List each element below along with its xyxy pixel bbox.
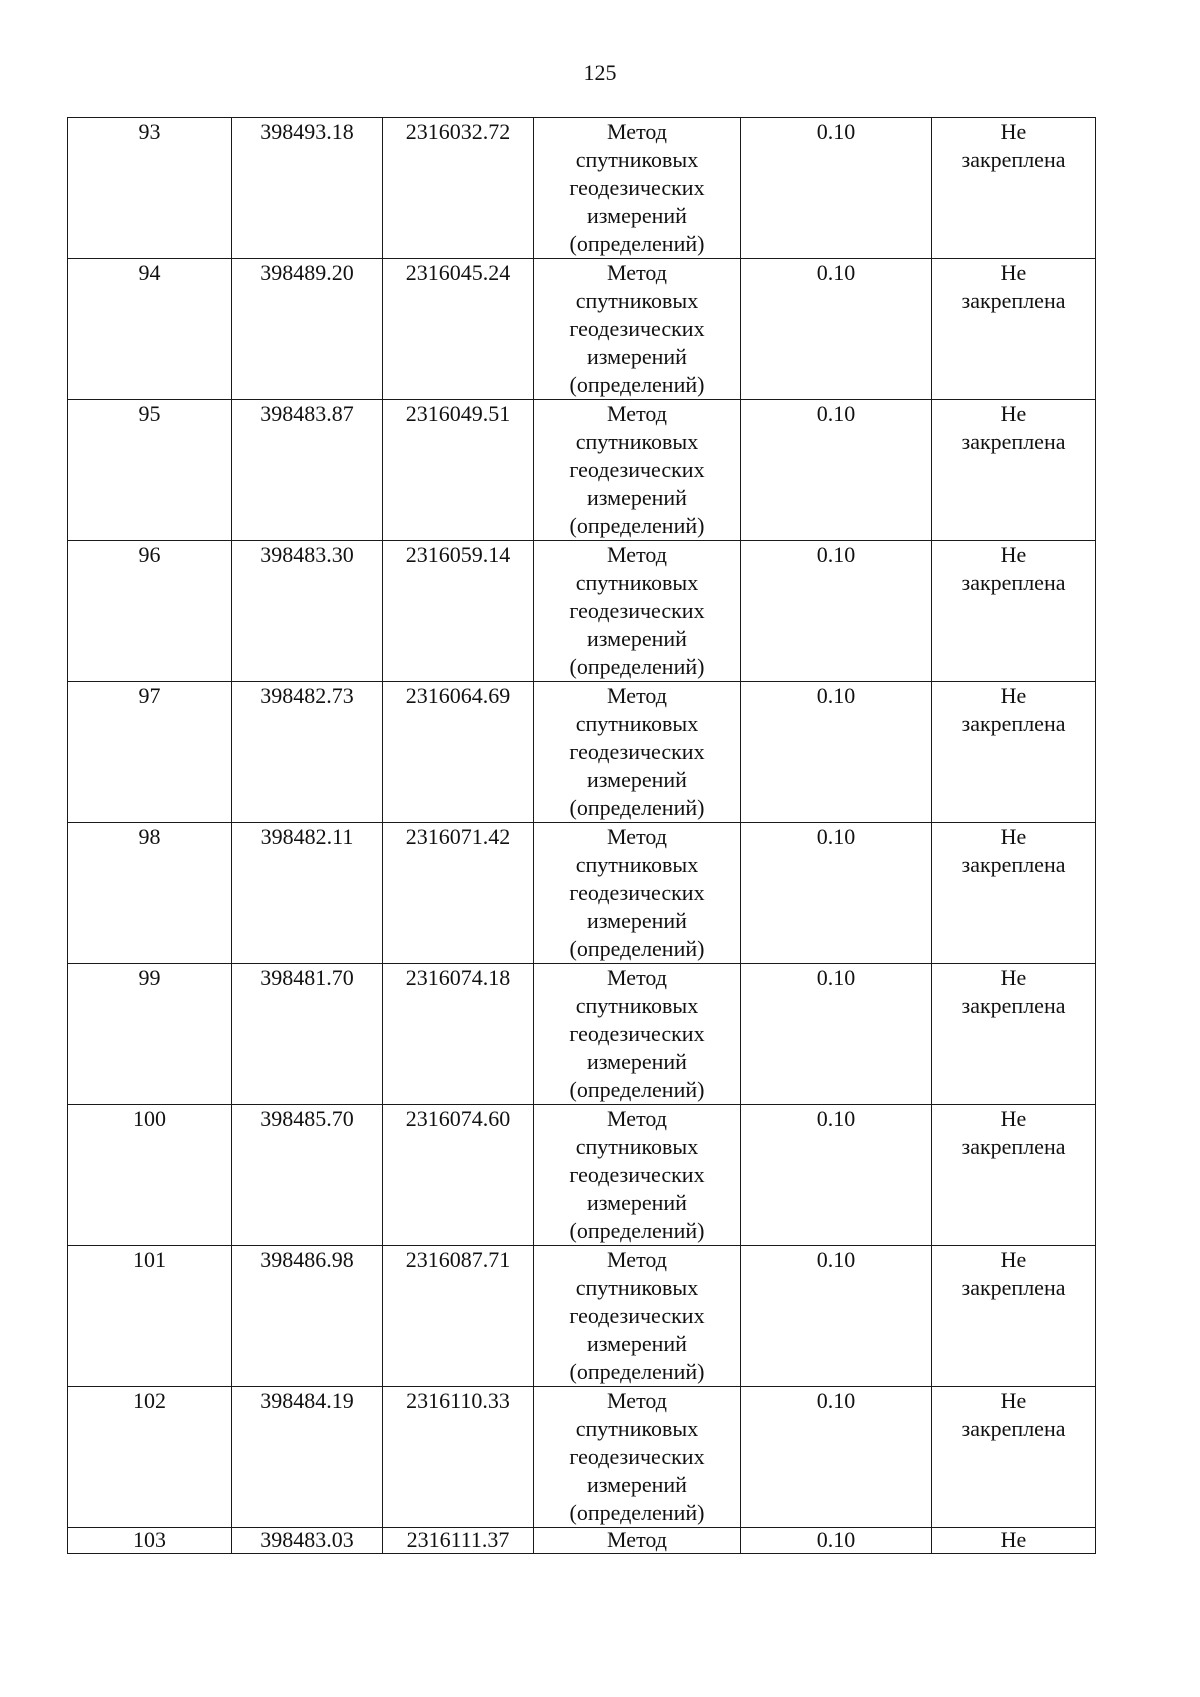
- fixation-line: Не: [1000, 119, 1027, 144]
- method-line: Метод: [607, 1527, 667, 1552]
- method-line: (определений): [569, 1077, 705, 1102]
- method-cell: [534, 682, 741, 823]
- method-cell: [534, 400, 741, 541]
- accuracy-cell: [741, 1246, 932, 1387]
- method-line: геодезических: [569, 598, 705, 623]
- table-row: [68, 259, 1096, 400]
- point-number-cell: [68, 1246, 232, 1387]
- x-coordinate-cell: [232, 1528, 383, 1554]
- x-coordinate-cell: [232, 118, 383, 259]
- method-line: измерений: [587, 767, 687, 792]
- point-number-cell: [68, 1528, 232, 1554]
- method-line: спутниковых: [575, 288, 699, 313]
- method-cell: [534, 1387, 741, 1528]
- accuracy-cell: [741, 118, 932, 259]
- method-cell: [534, 1246, 741, 1387]
- x-coordinate-cell: [232, 682, 383, 823]
- accuracy-value: 0.10: [816, 1247, 856, 1272]
- accuracy-value: 0.10: [816, 1527, 856, 1552]
- accuracy-value: 0.10: [816, 1388, 856, 1413]
- method-line: геодезических: [569, 880, 705, 905]
- method-line: измерений: [587, 203, 687, 228]
- x-coordinate: 398493.18: [260, 119, 354, 144]
- fixation-cell: [932, 1246, 1096, 1387]
- accuracy-value: 0.10: [816, 1106, 856, 1131]
- y-coordinate: 2316074.60: [405, 1106, 511, 1131]
- accuracy-cell: [741, 964, 932, 1105]
- page-number: 125: [583, 60, 617, 85]
- accuracy-cell: [741, 1105, 932, 1246]
- y-coordinate-cell: [383, 259, 534, 400]
- fixation-line: Не: [1000, 542, 1027, 567]
- method-line: Метод: [607, 401, 667, 426]
- point-number-cell: [68, 259, 232, 400]
- fixation-cell: [932, 118, 1096, 259]
- point-number-cell: [68, 682, 232, 823]
- fixation-line: закреплена: [961, 1275, 1066, 1300]
- table-row: [68, 1387, 1096, 1528]
- method-line: спутниковых: [575, 1416, 699, 1441]
- table-row: [68, 682, 1096, 823]
- method-line: (определений): [569, 513, 705, 538]
- accuracy-cell: [741, 1528, 932, 1554]
- method-cell: [534, 1105, 741, 1246]
- x-coordinate: 398482.73: [260, 683, 354, 708]
- point-number: 101: [133, 1247, 166, 1272]
- accuracy-value: 0.10: [816, 965, 856, 990]
- point-number: 96: [138, 542, 161, 567]
- method-line: (определений): [569, 936, 705, 961]
- y-coordinate-cell: [383, 118, 534, 259]
- fixation-line: закреплена: [961, 147, 1066, 172]
- y-coordinate-cell: [383, 1387, 534, 1528]
- fixation-cell: [932, 541, 1096, 682]
- x-coordinate: 398481.70: [260, 965, 354, 990]
- method-line: геодезических: [569, 457, 705, 482]
- method-line: геодезических: [569, 1444, 705, 1469]
- method-line: геодезических: [569, 1162, 705, 1187]
- method-line: измерений: [587, 344, 687, 369]
- y-coordinate: 2316071.42: [405, 824, 511, 849]
- method-line: Метод: [607, 1388, 667, 1413]
- method-line: (определений): [569, 795, 705, 820]
- table-row: [68, 964, 1096, 1105]
- y-coordinate-cell: [383, 682, 534, 823]
- accuracy-value: 0.10: [816, 542, 856, 567]
- y-coordinate: 2316110.33: [406, 1388, 510, 1413]
- y-coordinate: 2316064.69: [405, 683, 511, 708]
- method-line: (определений): [569, 654, 705, 679]
- table-row: [68, 400, 1096, 541]
- point-number-cell: [68, 1105, 232, 1246]
- fixation-line: закреплена: [961, 711, 1066, 736]
- fixation-line: закреплена: [961, 1416, 1066, 1441]
- method-line: измерений: [587, 1472, 687, 1497]
- fixation-cell: [932, 682, 1096, 823]
- method-line: (определений): [569, 372, 705, 397]
- method-line: спутниковых: [575, 1134, 699, 1159]
- coordinates-table-body: [68, 118, 1096, 1554]
- method-line: спутниковых: [575, 570, 699, 595]
- point-number: 94: [138, 260, 161, 285]
- fixation-cell: [932, 823, 1096, 964]
- fixation-cell: [932, 964, 1096, 1105]
- fixation-line: Не: [1000, 260, 1027, 285]
- x-coordinate: 398483.03: [260, 1527, 354, 1552]
- fixation-line: Не: [1000, 965, 1027, 990]
- y-coordinate: 2316111.37: [406, 1527, 510, 1552]
- fixation-line: закреплена: [961, 570, 1066, 595]
- accuracy-cell: [741, 400, 932, 541]
- y-coordinate-cell: [383, 1528, 534, 1554]
- method-line: (определений): [569, 1359, 705, 1384]
- method-line: измерений: [587, 626, 687, 651]
- method-line: геодезических: [569, 1021, 705, 1046]
- table-row: [68, 118, 1096, 259]
- method-line: измерений: [587, 1049, 687, 1074]
- y-coordinate-cell: [383, 823, 534, 964]
- fixation-cell: [932, 1528, 1096, 1554]
- accuracy-value: 0.10: [816, 683, 856, 708]
- table-row: [68, 1528, 1096, 1554]
- method-line: спутниковых: [575, 1275, 699, 1300]
- fixation-line: Не: [1000, 1388, 1027, 1413]
- method-line: спутниковых: [575, 993, 699, 1018]
- x-coordinate-cell: [232, 823, 383, 964]
- method-line: геодезических: [569, 1303, 705, 1328]
- method-line: спутниковых: [575, 429, 699, 454]
- method-line: (определений): [569, 231, 705, 256]
- y-coordinate: 2316049.51: [405, 401, 511, 426]
- fixation-line: Не: [1000, 824, 1027, 849]
- method-line: измерений: [587, 1190, 687, 1215]
- point-number: 95: [138, 401, 161, 426]
- method-cell: [534, 823, 741, 964]
- x-coordinate-cell: [232, 1246, 383, 1387]
- fixation-line: закреплена: [961, 852, 1066, 877]
- accuracy-value: 0.10: [816, 260, 856, 285]
- method-line: измерений: [587, 1331, 687, 1356]
- point-number-cell: [68, 400, 232, 541]
- x-coordinate-cell: [232, 259, 383, 400]
- x-coordinate-cell: [232, 1105, 383, 1246]
- method-line: Метод: [607, 683, 667, 708]
- table-row: [68, 541, 1096, 682]
- point-number: 97: [138, 683, 161, 708]
- fixation-line: Не: [1000, 401, 1027, 426]
- y-coordinate-cell: [383, 964, 534, 1105]
- fixation-line: закреплена: [961, 288, 1066, 313]
- x-coordinate: 398486.98: [260, 1247, 354, 1272]
- x-coordinate: 398484.19: [260, 1388, 354, 1413]
- point-number: 100: [133, 1106, 166, 1131]
- accuracy-cell: [741, 823, 932, 964]
- method-cell: [534, 964, 741, 1105]
- y-coordinate: 2316074.18: [405, 965, 511, 990]
- accuracy-value: 0.10: [816, 824, 856, 849]
- method-cell: [534, 118, 741, 259]
- accuracy-cell: [741, 1387, 932, 1528]
- fixation-line: закреплена: [961, 1134, 1066, 1159]
- point-number: 99: [138, 965, 161, 990]
- point-number: 98: [138, 824, 161, 849]
- y-coordinate: 2316032.72: [405, 119, 511, 144]
- method-line: спутниковых: [575, 711, 699, 736]
- fixation-cell: [932, 1105, 1096, 1246]
- accuracy-cell: [741, 259, 932, 400]
- method-cell: [534, 541, 741, 682]
- x-coordinate-cell: [232, 964, 383, 1105]
- method-line: геодезических: [569, 316, 705, 341]
- fixation-line: Не: [1000, 683, 1027, 708]
- y-coordinate: 2316045.24: [405, 260, 511, 285]
- x-coordinate-cell: [232, 400, 383, 541]
- y-coordinate-cell: [383, 1246, 534, 1387]
- y-coordinate-cell: [383, 1105, 534, 1246]
- method-line: Метод: [607, 260, 667, 285]
- method-line: Метод: [607, 542, 667, 567]
- accuracy-cell: [741, 682, 932, 823]
- fixation-cell: [932, 1387, 1096, 1528]
- x-coordinate-cell: [232, 541, 383, 682]
- method-line: спутниковых: [575, 147, 699, 172]
- point-number-cell: [68, 964, 232, 1105]
- x-coordinate: 398483.30: [260, 542, 354, 567]
- fixation-line: закреплена: [961, 429, 1066, 454]
- method-line: измерений: [587, 908, 687, 933]
- fixation-cell: [932, 400, 1096, 541]
- x-coordinate: 398485.70: [260, 1106, 354, 1131]
- method-line: Метод: [607, 119, 667, 144]
- x-coordinate: 398483.87: [260, 401, 354, 426]
- x-coordinate: 398489.20: [260, 260, 354, 285]
- point-number-cell: [68, 118, 232, 259]
- accuracy-value: 0.10: [816, 401, 856, 426]
- fixation-line: Не: [1000, 1527, 1027, 1552]
- method-line: спутниковых: [575, 852, 699, 877]
- accuracy-cell: [741, 541, 932, 682]
- point-number: 102: [133, 1388, 166, 1413]
- method-line: Метод: [607, 824, 667, 849]
- fixation-cell: [932, 259, 1096, 400]
- fixation-line: Не: [1000, 1106, 1027, 1131]
- y-coordinate: 2316087.71: [405, 1247, 511, 1272]
- y-coordinate-cell: [383, 400, 534, 541]
- method-line: (определений): [569, 1500, 705, 1525]
- table-row: [68, 1105, 1096, 1246]
- coordinates-table: [67, 117, 1096, 1554]
- method-line: Метод: [607, 1106, 667, 1131]
- y-coordinate: 2316059.14: [405, 542, 511, 567]
- table-row: [68, 823, 1096, 964]
- method-line: Метод: [607, 965, 667, 990]
- method-line: (определений): [569, 1218, 705, 1243]
- x-coordinate-cell: [232, 1387, 383, 1528]
- fixation-line: Не: [1000, 1247, 1027, 1272]
- point-number-cell: [68, 541, 232, 682]
- accuracy-value: 0.10: [816, 119, 856, 144]
- method-cell: [534, 1528, 741, 1554]
- point-number: 103: [133, 1527, 166, 1552]
- fixation-line: закреплена: [961, 993, 1066, 1018]
- point-number: 93: [138, 119, 161, 144]
- table-row: [68, 1246, 1096, 1387]
- method-line: Метод: [607, 1247, 667, 1272]
- method-line: геодезических: [569, 175, 705, 200]
- method-line: геодезических: [569, 739, 705, 764]
- method-line: измерений: [587, 485, 687, 510]
- point-number-cell: [68, 823, 232, 964]
- x-coordinate: 398482.11: [260, 824, 354, 849]
- method-cell: [534, 259, 741, 400]
- point-number-cell: [68, 1387, 232, 1528]
- y-coordinate-cell: [383, 541, 534, 682]
